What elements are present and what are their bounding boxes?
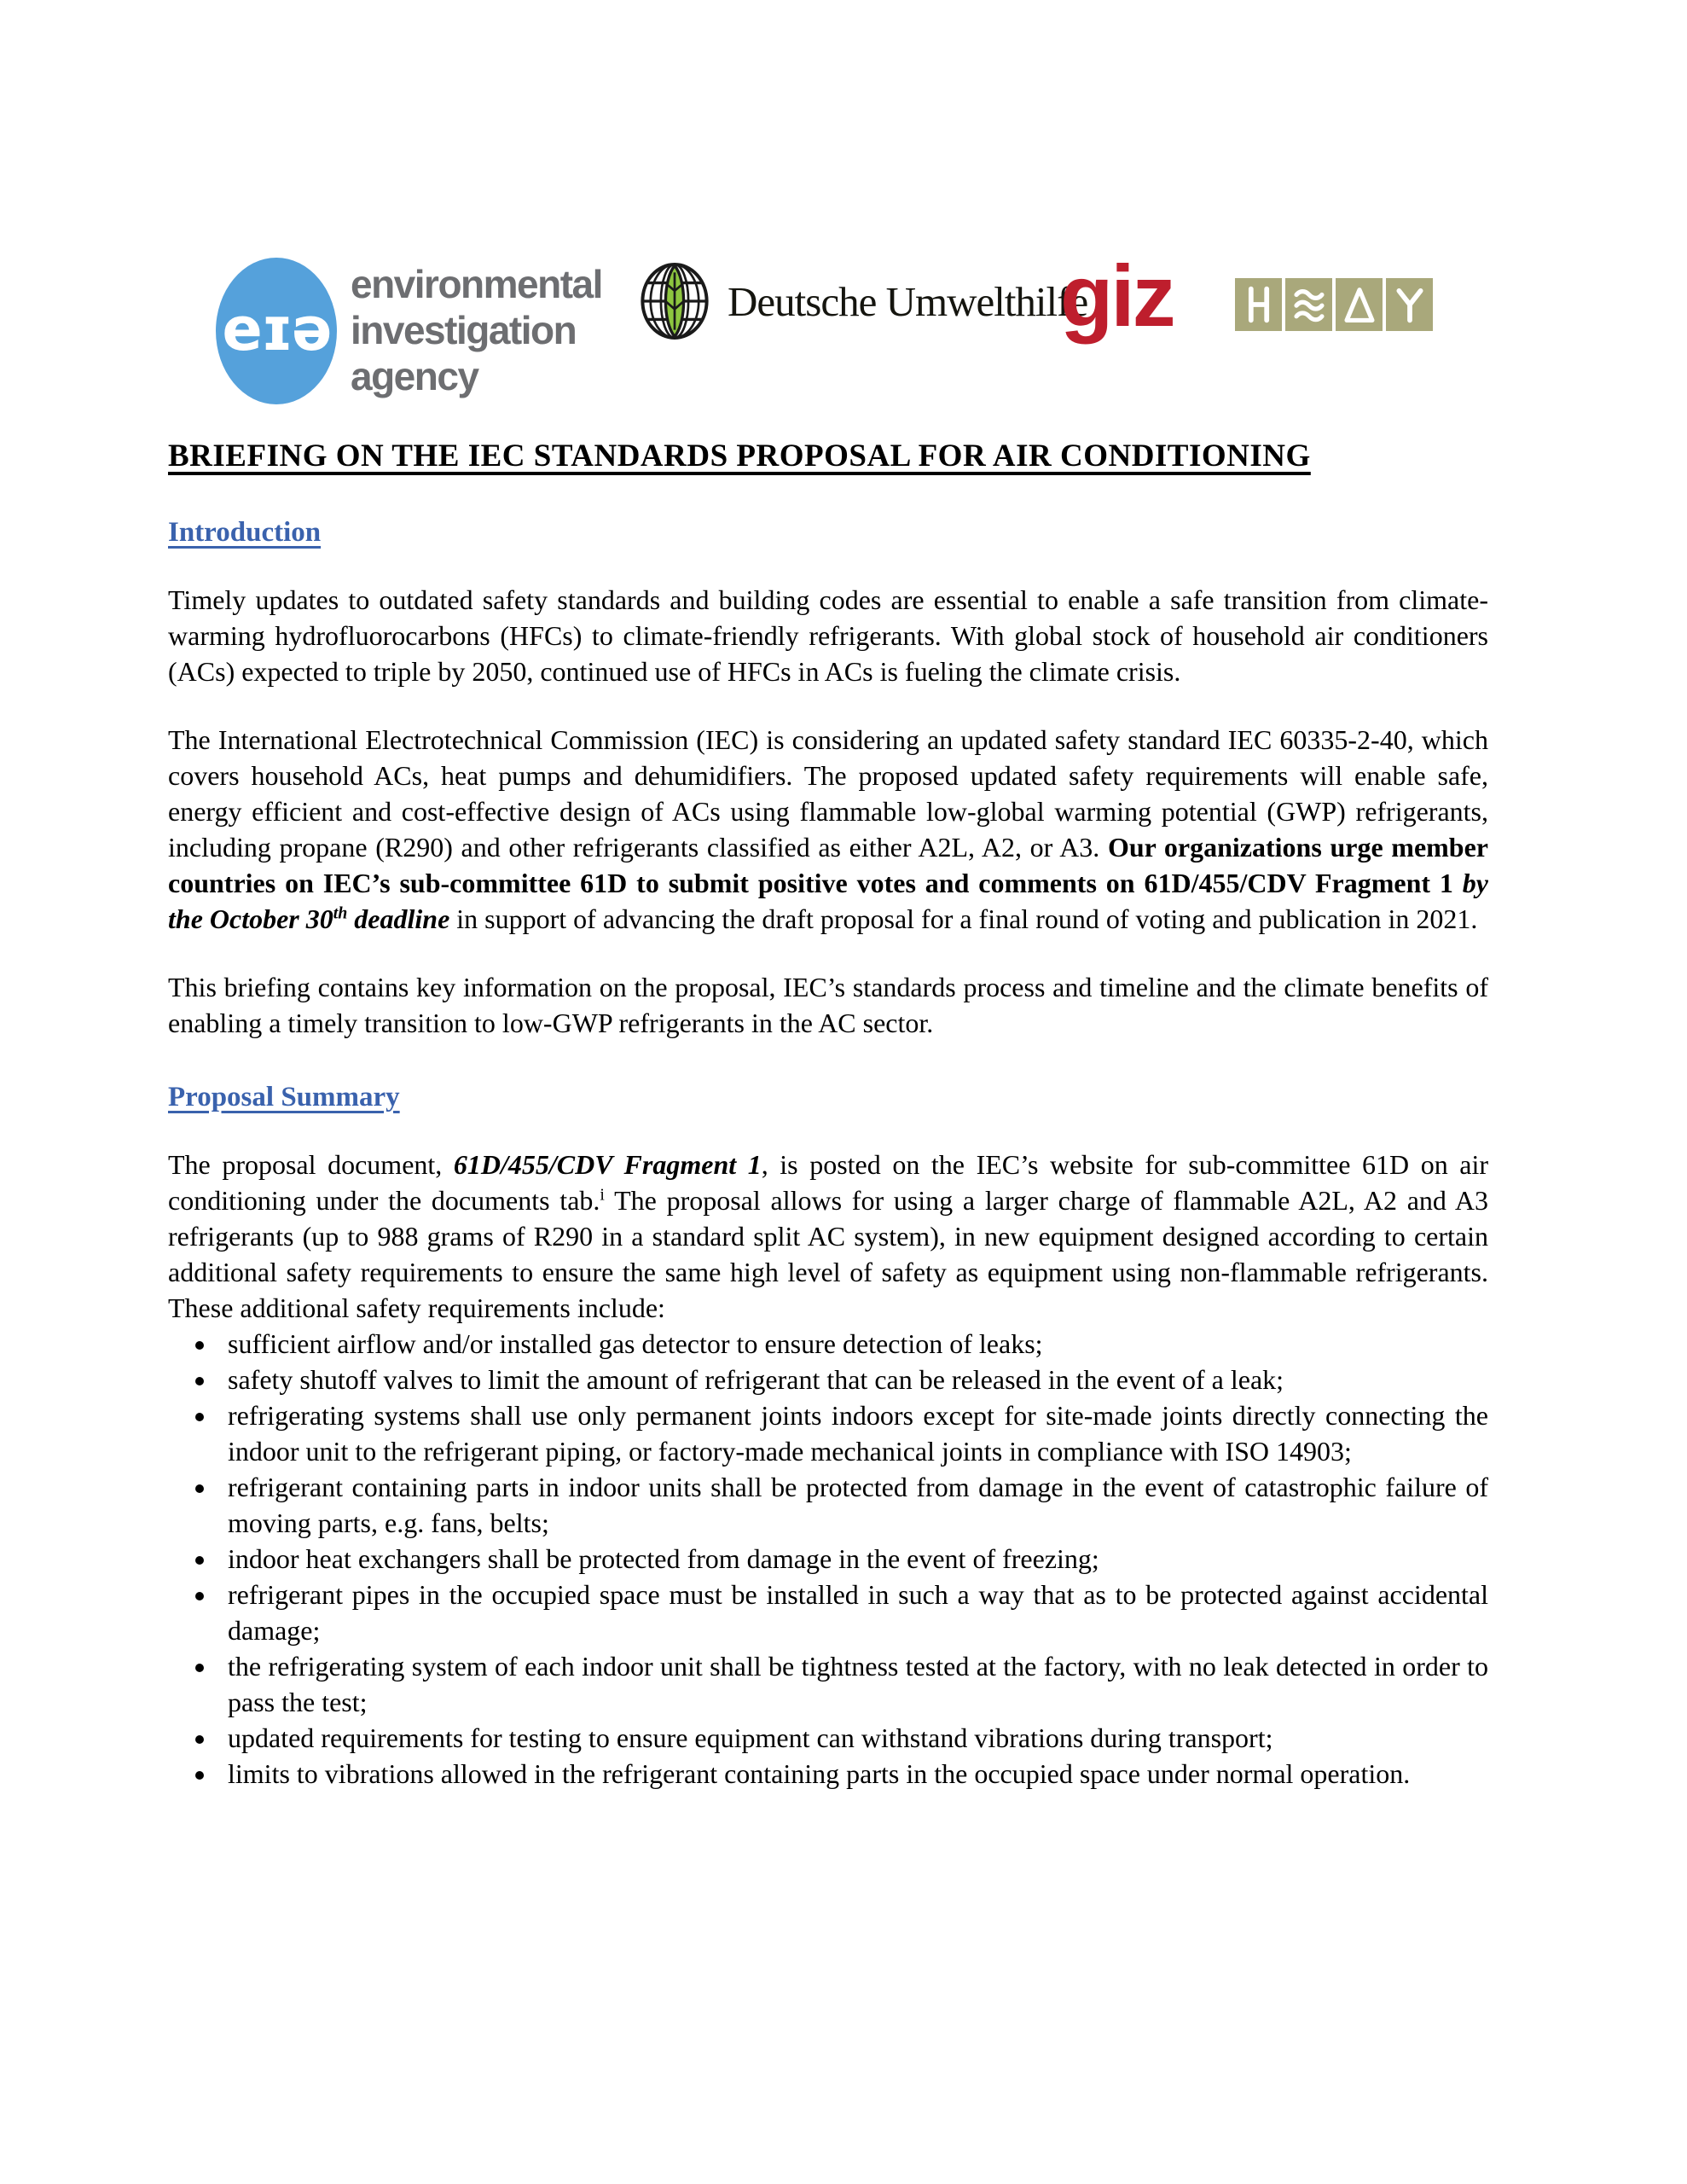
- proposal-summary-heading: Proposal Summary: [168, 1082, 400, 1112]
- document-title: BRIEFING ON THE IEC STANDARDS PROPOSAL FOR AIR CONDITIONING: [168, 439, 1311, 473]
- introduction-paragraph-1: Timely updates to outdated safety standards and building codes are essential to enable a safe transition from climate-warming hydrofluorocarbons (HFCs) to climate-friendly refrigerants. With global stock of household air conditioners (ACs) expected to triple by 2050, continued use of HFCs in ACs is fueling the climate crisis.: [168, 584, 1488, 687]
- logo-row: [168, 247, 1488, 408]
- safety-requirements-list: [168, 1326, 1488, 1792]
- globe-leaf-icon: [639, 261, 710, 341]
- bold-call-to-action: Our organizations urge member countries on IEC’s sub-committee 61D to submit positive votes and comments on 61D/455/CDV Fragment 1: [168, 832, 1489, 898]
- endnote-reference: i: [600, 1185, 605, 1205]
- heat-tile-h: [1235, 278, 1282, 331]
- paragraph-text: in support of advancing the draft proposal for a final round of voting and publication in 2021.: [449, 903, 1478, 934]
- duh-logo-text: Deutsche Umwelthilfe: [728, 277, 1088, 325]
- letter-y-icon: [1390, 282, 1429, 327]
- proposal-document-name: 61D/455/CDV Fragment 1: [453, 1149, 762, 1180]
- list-item: • safety shutoff valves to limit the amount of refrigerant that can be released in the event of a leak;: [217, 1362, 1488, 1397]
- list-item: • indoor heat exchangers shall be protected from damage in the event of freezing;: [217, 1541, 1488, 1577]
- eia-logo-text: [351, 261, 602, 399]
- heat-tile-waves: [1285, 278, 1332, 331]
- duh-logo: [639, 261, 1087, 341]
- introduction-heading: Introduction: [168, 517, 322, 548]
- list-item: • limits to vibrations allowed in the refrigerant containing parts in the occupied space under normal operation.: [217, 1756, 1488, 1792]
- eia-monogram: eɪə: [222, 294, 331, 364]
- introduction-paragraph-2: [168, 722, 1488, 937]
- deadline-text: deadline: [347, 903, 450, 934]
- eia-logo-text-line: agency: [351, 354, 478, 398]
- list-item: • the refrigerating system of each indoor unit shall be tightness tested at the factory, with no leak detected in order to pass the test;: [217, 1648, 1488, 1720]
- list-item: • refrigerant containing parts in indoor units shall be protected from damage in the event of catastrophic failure of moving parts, e.g. fans, belts;: [217, 1469, 1488, 1541]
- letter-h-icon: [1239, 282, 1278, 327]
- heat-logo: [1235, 278, 1433, 331]
- paragraph-text: The proposal document,: [168, 1149, 454, 1180]
- paragraph-text: , is posted on the IEC’s website for sub-committee 61D on air conditioning under the documents tab.: [168, 1149, 1489, 1216]
- triple-wave-icon: [1290, 282, 1329, 327]
- heat-tile-y: [1386, 278, 1433, 331]
- ordinal-superscript: th: [333, 903, 348, 923]
- giz-logo: giz: [1060, 247, 1174, 345]
- proposal-summary-paragraph: [168, 1147, 1488, 1326]
- paragraph-text: The proposal allows for using a larger charge of flammable A2L, A2 and A3 refrigerants (up to 988 grams of R290 in a standard split AC system), in new equipment designed according to certain additional safety requirements to ensure the same high level of safety as equipment using non-flammable refrigerants. These additional safety requirements include:: [168, 1185, 1489, 1323]
- eia-logo-text-line: investigation: [351, 308, 577, 352]
- triangle-icon: [1340, 282, 1379, 327]
- list-item: • updated requirements for testing to ensure equipment can withstand vibrations during transport;: [217, 1720, 1488, 1756]
- introduction-paragraph-3: This briefing contains key information on the proposal, IEC’s standards process and timeline and the climate benefits of enabling a timely transition to low-GWP refrigerants in the AC sector.: [168, 972, 1488, 1038]
- deadline-text: by the October 30: [168, 868, 1488, 934]
- paragraph-text: The International Electrotechnical Commission (IEC) is considering an updated safety standard IEC 60335-2-40, which covers household ACs, heat pumps and dehumidifiers. The proposed updated safety requirements will enable safe, energy efficient and cost-effective design of ACs using flammable low-global warming potential (GWP) refrigerants, including propane (R290) and other refrigerants classified as either A2L, A2, or A3.: [168, 724, 1488, 863]
- eia-logo-text-line: environmental: [351, 262, 602, 306]
- list-item: • sufficient airflow and/or installed gas detector to ensure detection of leaks;: [217, 1326, 1488, 1362]
- eia-logo-mark: [216, 258, 337, 404]
- list-item: • refrigerant pipes in the occupied space must be installed in such a way that as to be protected against accidental damage;: [217, 1577, 1488, 1648]
- list-item: • refrigerating systems shall use only permanent joints indoors except for site-made joints directly connecting the indoor unit to the refrigerant piping, or factory-made mechanical joints in compliance with ISO 14903;: [217, 1397, 1488, 1469]
- heat-tile-triangle: [1336, 278, 1383, 331]
